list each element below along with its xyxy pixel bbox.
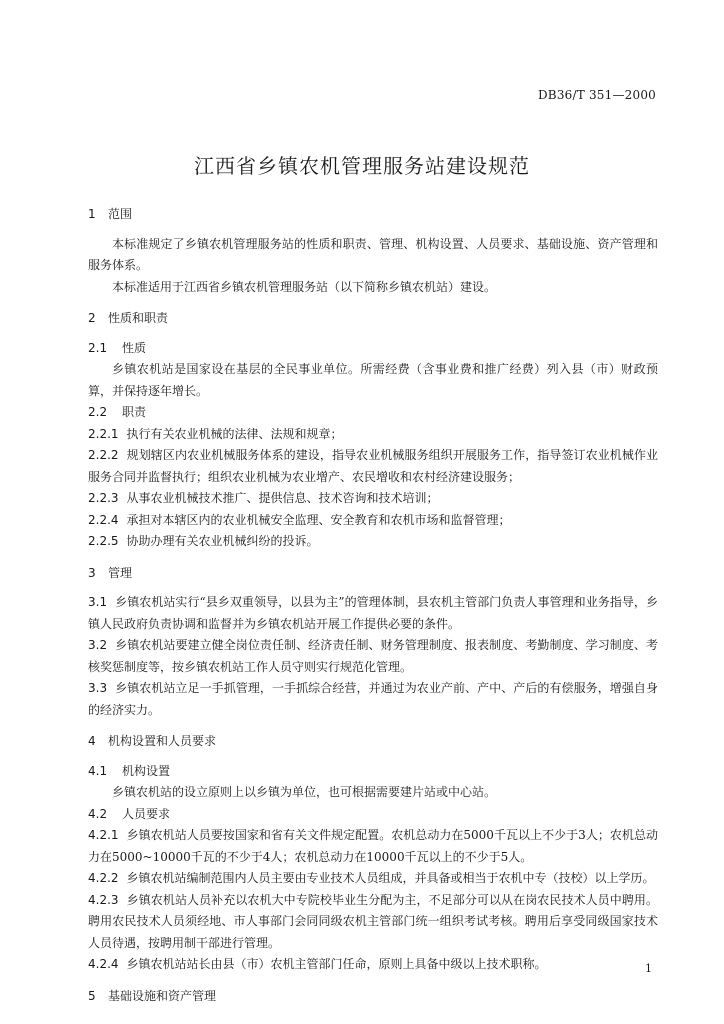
section-2-1-paragraph: 乡镇农机站是国家设在基层的全民事业单位。所需经费（含事业费和推广经费）列入县（市）财政预算，并保持逐年增长。	[88, 362, 658, 398]
section-3-heading: 3 管理	[88, 565, 133, 580]
list-item: 2.2.3 从事农业机械技术推广、提供信息、技术咨询和技术培训；	[88, 491, 439, 505]
list-item: 2.2.4 承担对本辖区内的农业机械安全监理、安全教育和农机市场和监督管理；	[88, 512, 511, 527]
section-4-1-heading: 4.1 机构设置	[88, 763, 171, 778]
section-2-1-heading: 2.1 性质	[88, 340, 147, 355]
document-body	[88, 204, 658, 1015]
list-item: 2.2.5 协助办理有关农业机械纠纷的投诉。	[88, 534, 319, 548]
section-4-2-heading: 4.2 人员要求	[88, 806, 171, 821]
section-1-paragraph-1: 本标准规定了乡镇农机管理服务站的性质和职责、管理、机构设置、人员要求、基础设施、资产管理和服务体系。	[88, 236, 658, 272]
page-number: 1	[645, 962, 652, 975]
section-5-heading: 5 基础设施和资产管理	[88, 988, 217, 1003]
section-2-heading: 2 性质和职责	[88, 311, 169, 325]
list-item: 2.2.1 执行有关农业机械的法律、法规和规章；	[88, 426, 343, 441]
section-2-2-heading: 2.2 职责	[88, 405, 147, 419]
list-item: 4.2.3 乡镇农机站人员补充以农机大中专院校毕业生分配为主，不足部分可以从在岗农民技术人员中聘用。聘用农民技术人员须经地、市人事部门会同同级农机主管部门统一组织考试考核。聘用后享受同级国家技术人员待遇，按聘用制干部进行管理。	[88, 892, 658, 950]
standard-code: DB36/T 351—2000	[537, 88, 656, 102]
section-1-paragraph-2: 本标准适用于江西省乡镇农机管理服务站（以下简称乡镇农机站）建设。	[112, 279, 497, 294]
list-item: 4.2.1 乡镇农机站人员要按国家和省有关文件规定配置。农机总动力在5000千瓦以上不少于3人；农机总动力在5000~10000千瓦的不少于4人；农机总动力在10000千瓦以上的不少于5人。	[88, 828, 658, 864]
list-item: 3.1 乡镇农机站实行“县乡双重领导，以县为主”的管理体制，县农机主管部门负责人事管理和业务指导，乡镇人民政府负责协调和监督并为乡镇农机站开展工作提供必要的条件。	[88, 595, 658, 631]
list-item: 3.3 乡镇农机站立足一手抓管理，一手抓综合经营，并通过为农业产前、产中、产后的有偿服务，增强自身的经济实力。	[88, 681, 658, 717]
section-4-heading: 4 机构设置和人员要求	[88, 734, 217, 748]
list-item: 4.2.2 乡镇农机站编制范围内人员主要由专业技术人员组成，并具备或相当于农机中专（技校）以上学历。	[88, 871, 655, 885]
list-item: 3.2 乡镇农机站要建立健全岗位责任制、经济责任制、财务管理制度、报表制度、考勤制度、学习制度、考核奖惩制度等，按乡镇农机站工作人员守则实行规范化管理。	[88, 638, 658, 674]
list-item: 4.2.4 乡镇农机站站长由县（市）农机主管部门任命，原则上具备中级以上技术职称。	[88, 957, 547, 971]
section-1-heading: 1 范围	[88, 207, 133, 221]
section-4-1-paragraph: 乡镇农机站的设立原则上以乡镇为单位，也可根据需要建片站或中心站。	[112, 785, 497, 799]
page-title: 江西省乡镇农机管理服务站建设规范	[194, 154, 530, 178]
list-item: 2.2.2 规划辖区内农业机械服务体系的建设，指导农业机械服务组织开展服务工作，指导签订农业机械作业服务合同并监督执行；组织农业机械为农业增产、农民增收和农村经济建设服务；	[88, 448, 658, 484]
